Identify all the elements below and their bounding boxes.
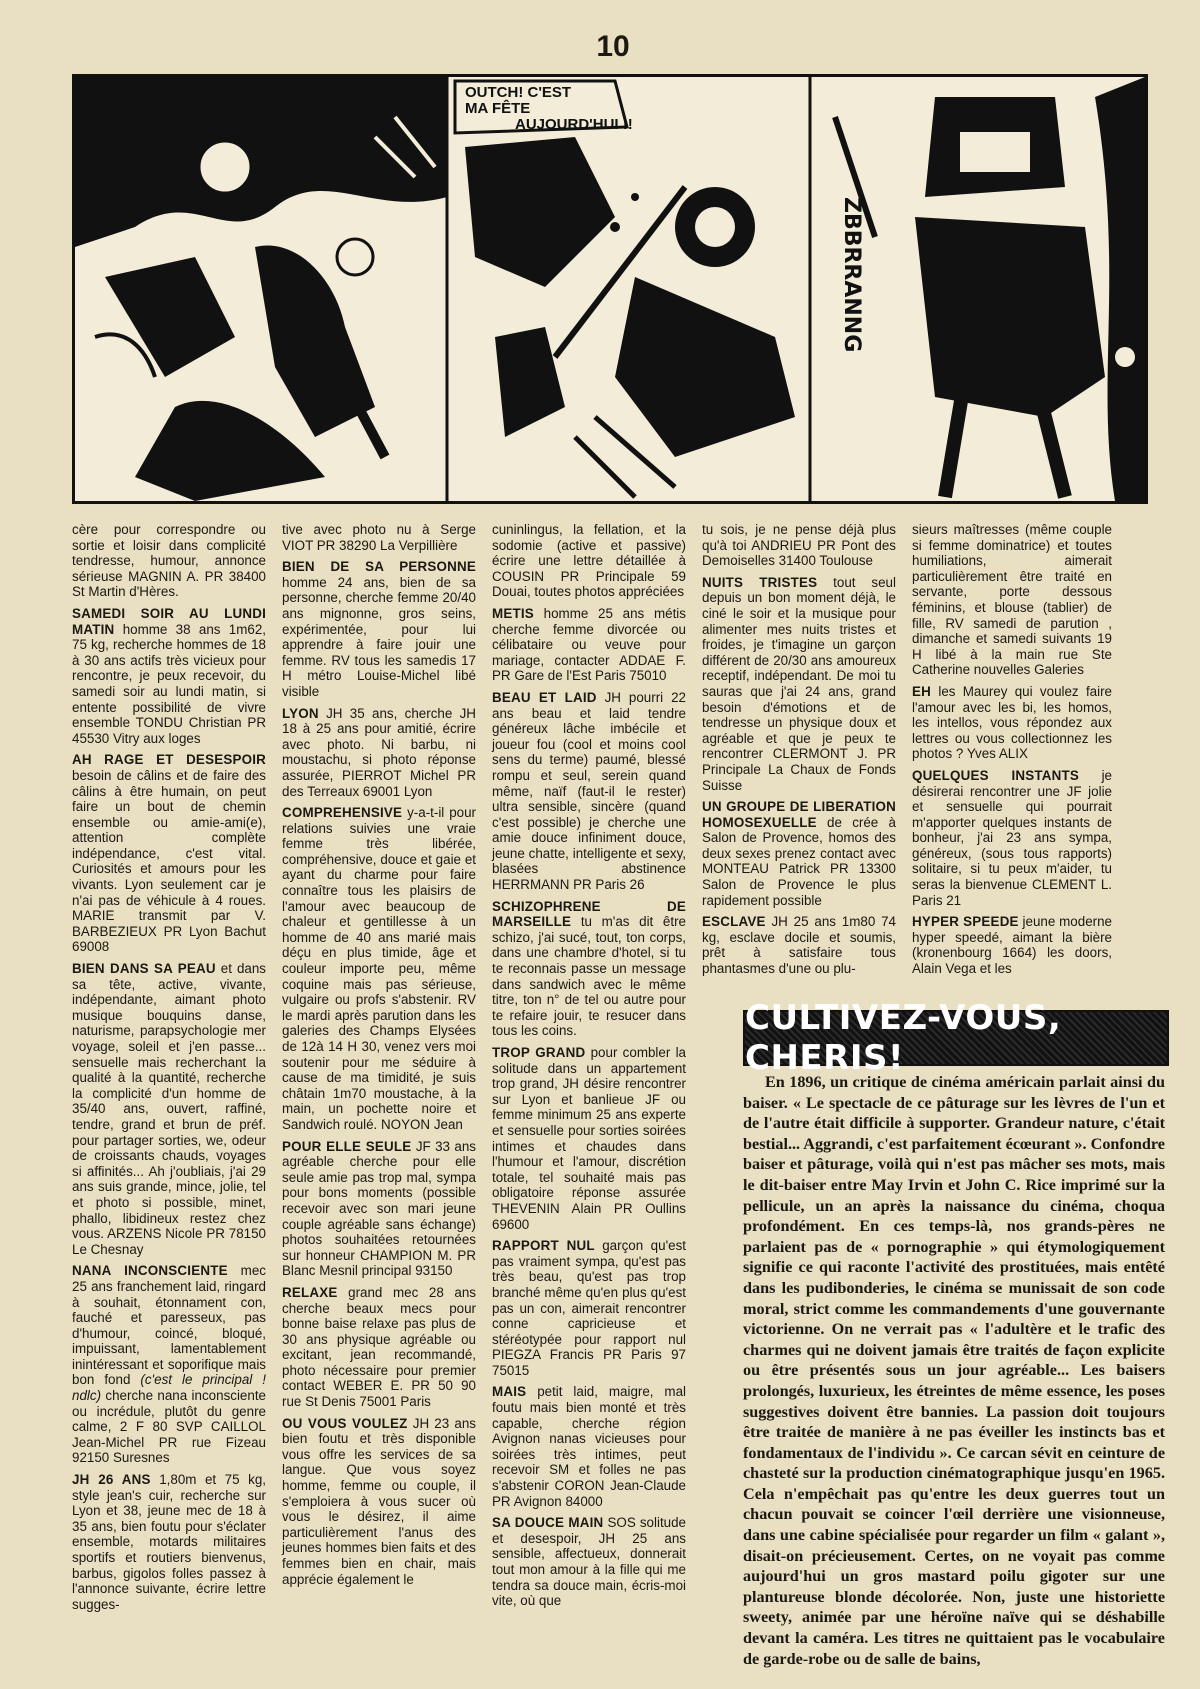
classified-heading: JH 26 ANS — [72, 1472, 151, 1488]
classified-text: cère pour correspondre ou sortie et loisir dans complicité tendresse, humour, annonce sérieuse MAGNIN A. PR 38400 St Martin d'Hères. — [72, 522, 266, 600]
classified-ad — [72, 522, 266, 600]
classified-text: cuninlingus, la fellation, et la sodomie (active et passive) écrire une lettre détaillée à COUSIN PR Principale 59 Douai, toutes photos appréciées — [492, 522, 686, 600]
classified-ad — [702, 799, 896, 908]
classified-column-3 — [492, 522, 686, 1615]
classified-text: mec 25 ans franchement laid, ringard à souhait, étonnament con, fauché et paresseux, pas d'humour, coincé, bloqué, impuissant, lamentablement inintéressant et soporifique mais bon fond — [72, 1263, 266, 1388]
classified-heading: EH — [912, 683, 932, 699]
editor-note: (c'est le principal ! ndlc) — [72, 1372, 266, 1404]
classified-heading: RELAXE — [282, 1284, 338, 1300]
classified-ad — [492, 1238, 686, 1378]
classified-ad — [72, 752, 266, 955]
classified-ad — [492, 1384, 686, 1509]
classified-text: JH 35 ans, cherche JH 18 à 25 ans pour amitié, écrire avec photo. Ni barbu, ni moustachu, si photo réponse assurée, PIERROT Michel PR des Terreaux 69001 Lyon — [282, 705, 476, 799]
classified-heading: HYPER SPEEDE — [912, 914, 1019, 930]
classified-ad — [282, 522, 476, 553]
classified-ad — [492, 1045, 686, 1232]
classified-heading: COMPREHENSIVE — [282, 805, 403, 821]
classified-text: tu sois, je ne pense déjà plus qu'à toi ANDRIEU PR Pont des Demoiselles 31400 Toulouse — [702, 522, 896, 569]
classified-text: 1,80m et 75 kg, style jean's cuir, recherche sur Lyon et 38, jeune mec de 18 à 35 ans, bien foutu pour s'éclater ensemble, motards militaires sportifs et routiers bienvenus, barbus, gigolos folles passez à l'annonce suivante, écrire lettre sugges- — [72, 1472, 266, 1612]
classified-text: les Maurey qui voulez faire l'amour avec les bi, les homos, les intellos, vous répondez aux lettres ou vous collectionnez les photos ? Yves ALIX — [912, 683, 1112, 762]
speech-line-3: AUJOURD'HUI !! — [515, 116, 633, 133]
classified-text: homme 25 ans métis cherche femme divorcée ou célibataire ou veuve pour mariage, contacter ADDAE F. PR Gare de l'Est Paris 75010 — [492, 605, 686, 684]
classified-ad — [912, 522, 1112, 678]
classified-text: tout seul depuis un bon moment déjà, le ciné le soir et la musique pour alimenter mes nuits tristes et froides, je t'imagine un garçon différent de 20/30 ans amoureux receptif, indépendant. De moi tu sauras que j'ai 24 ans, grand besoin d'émotions et de tendresse un physique doux et agréable et que je peux te rencontrer CLERMONT J. PR Principale La Chaux de Fonds Suisse — [702, 574, 896, 793]
comic-strip — [72, 74, 1148, 504]
speech-line-2: MA FÊTE — [465, 100, 531, 117]
classified-heading: POUR ELLE SEULE — [282, 1138, 412, 1154]
classified-ad — [282, 1139, 476, 1279]
classified-ad — [282, 805, 476, 1132]
classified-ad — [72, 606, 266, 746]
classified-heading: NANA INCONSCIENTE — [72, 1263, 228, 1279]
classified-ad — [702, 522, 896, 569]
classified-text: homme 38 ans 1m62, 75 kg, recherche hommes de 18 à 30 ans actifs très vicieux pour rencontre, je peux recevoir, du samedi soir au lundi matin, si entente possibilité de vivre ensemble TONDU Christian PR 45530 Vitry aux loges — [72, 621, 266, 746]
classified-ad — [492, 522, 686, 600]
classified-text-tail: cherche nana inconsciente ou incrédule, plutôt du genre calme, 2 F 80 SVP CAILLOL Jean-Michel PR rue Fizeau 92150 Suresnes — [72, 1388, 266, 1466]
classified-heading: UN GROUPE DE LIBERATION HOMOSEXUELLE — [702, 799, 896, 830]
classified-heading: MAIS — [492, 1384, 527, 1400]
classified-ad — [702, 575, 896, 793]
classified-text: et dans sa tête, active, vivante, indépendante, aimant photo musique bouquins danse, naturisme, parapsychologie mer voyage, soleil et j'en passe... sensuelle mais recherchant la qualité à la quantité, recherche la complicité d'un homme de 35/40 ans, ouvert, raffiné, tendre, grand et brun de préf. pour partager sorties, we, odeur de croissants chauds, voyages si affinités... Ah j'oubliais, j'ai 29 ans suis grande, mince, jolie, tel et photo si possible, minet, phallo, libidineux restez chez vous. ARZENS Nicole PR 78150 Le Chesnay — [72, 961, 266, 1257]
classified-ad — [492, 690, 686, 893]
classified-text: JF 33 ans agréable cherche pour elle seule amie pas trop mal, sympa pour bons moments (possible recevoir avec son mari jeune couple agréable sans échange) photos souhaitées retournées sur honneur CHAMPION M. PR Blanc Mesnil principal 93150 — [282, 1138, 476, 1279]
page-number: 10 — [596, 30, 630, 63]
feature-body: En 1896, un critique de cinéma américain parlait ainsi du baiser. « Le spectacle de ce pâturage sur les lèvres de l'un et de l'autre était difficile à supporter. Grandeur nature, c'était bestial... Aggrandi, c'est parfaitement écœurant ». Confondre baiser et pâturage, voilà qui n'est pas mâcher ses mots, mais le dit-baiser entre May Irvin et John C. Rice imprimé sur la pellicule, un an après la naissance du cinéma, choqua profondément. En ces temps-là, nos grands-pères ne parlaient pas de « pornographie » qui étymologiquement signifie ce qui raconte l'activité des prostituées, mais entêté dans les pudibonderies, le cinéma se munissait de son code moral, strict comme les commandements d'une gouvernante victorienne. On ne verrait pas « l'adultère et le trafic des charmes qui ne doivent jamais être traités de façon explicite ou être présentés sous un jour agréable... Les baisers prolongés, luxurieux, les étreintes de même essence, les poses suggestives doivent être bannies. La passion doit toujours être traitée de manière à ne pas éveiller les instincts bas et fondamentaux de l'individu ». Ce carcan sévit en ceinture de chasteté sur la production cinématographique jusqu'en 1965. Cela n'empêchait pas qu'entre les deux guerres tout un chacun pouvait se coincer l'œil derrière une visionneuse, dans une cabine spécialisée pour regarder un film « galant », disait-on précieusement. Certes, on ne voyait pas comme aujourd'hui un gros mastard poilu gigoter sur une plantureuse blonde décolorée. Non, juste une historiette sweety, animée par une héroïne naïve qui se déshabille devant la caméra. Les titres ne quittaient pas le vocabulaire de garde-robe ou de salle de bains, — [743, 1073, 1165, 1668]
classified-ad — [912, 914, 1112, 976]
classified-text: besoin de câlins et de faire des câlins à être humain, on peut faire un bout de chemin ensemble ou amie-ami(e), attention complète indépendance, c'est vital. Curiosités et amours pour les vivants. Lyon seulement car je n'ai pas de véhicule à 4 roues. MARIE transmit par V. BARBEZIEUX PR Lyon Bachut 69008 — [72, 767, 266, 955]
classified-ad — [72, 1263, 266, 1466]
classified-heading: QUELQUES INSTANTS — [912, 767, 1080, 783]
comic-panel-3 — [835, 77, 1145, 501]
classified-text: JH 23 ans bien foutu et très disponible vous offre les services de sa langue. Que vous soyez homme, femme ou couple, il s'emploiera à vous sucer où vous le désirez, il aime particulièrement l'anus des jeunes hommes bien faits et des femmes bien en chair, mais apprécie également le — [282, 1415, 476, 1587]
classified-heading: OU VOUS VOULEZ — [282, 1415, 408, 1431]
classified-ad — [72, 1472, 266, 1612]
classified-text: jeune moderne hyper speedé, aimant la bière (kronenbourg 1664) les doors, Alain Vega et les — [912, 914, 1112, 977]
classified-heading: TROP GRAND — [492, 1045, 586, 1060]
classified-ad — [492, 1515, 686, 1609]
classified-text: y-a-t-il pour relations suivies une vraie femme très libérée, compréhensive, douce et gaie et ayant du charme pour faire connaître tous les plaisirs de l'amour avec beaucoup de chaleur et gentillesse à un homme de 40 ans marié mais déçu en plus timide, âge et couleur importe peu, même coquine mais pas sérieuse, vulgaire ou profs s'abstenir. RV le mardi après parution dans les galeries des Champs Elysées de 12à 14 H 30, venez vers moi soutenir pour me séduire à cause de ma timidité, je suis châtain 1m70 moustache, à la main, un pochette noire et Sandwich roulé. NOYON Jean — [282, 805, 476, 1132]
classified-heading: BEAU ET LAID — [492, 689, 597, 705]
classified-column-2 — [282, 522, 476, 1593]
classified-text: je désirerai rencontrer une JF jolie et sensuelle qui pourrait m'apporter quelques instants de bonheur, j'ai 23 ans sympa, généreux, (sous tous rapports) solitaire, si tu peux m'aider, tu seras la bienvenue CLEMENT L. Paris 21 — [912, 767, 1112, 908]
classified-ad — [282, 559, 476, 699]
classified-heading: SA DOUCE MAIN — [492, 1515, 604, 1531]
classified-text: pour combler la solitude dans un appartement trop grand, JH désire rencontrer sur Lyon et banlieue JF ou femme minimum 25 ans experte et sensuelle pour sorties soirées intimes et chaudes dans l'humour et l'amour, discrétion totale, tel souhaité mais pas obligatoire réponse assurée THEVENIN Alain PR Oullins 69600 — [492, 1045, 686, 1232]
classified-heading: BIEN DE SA PERSONNE — [282, 559, 476, 575]
classified-text: petit laid, maigre, mal foutu mais bien monté et très capable, cherche région Avignon nanas vicieuses pour soirées très intimes, peut recevoir SM et folles ne pas s'abstenir CORON Jean-Claude PR Avignon 84000 — [492, 1384, 686, 1509]
classified-heading: RAPPORT NUL — [492, 1238, 595, 1254]
classified-text: sieurs maîtresses (même couple si femme dominatrice) et toutes humiliations, aimerait particulièrement être traité en servante, porte dessous féminins, et blouse (tablier) de fille, RV samedi de parution , dimanche et samedi suivants 19 H libé à la main rue Ste Catherine nouvelles Galeries — [912, 522, 1112, 678]
classified-ad — [492, 899, 686, 1039]
classified-text: garçon qu'est pas vraiment sympa, qu'est pas très beau, qu'est pas trop branché même qu'en plus qu'est pas un con, aimerait rencontrer conne capricieuse et stéréotypée pour rapport nul PIEGZA Francis PR Paris 97 75015 — [492, 1238, 686, 1378]
classified-text: de crée à Salon de Provence, homos des deux sexes prenez contact avec MONTEAU Patrick PR 13300 Salon de Provence le plus rapidement possible — [702, 814, 896, 908]
classified-text: JH 25 ans 1m80 74 kg, esclave docile et soumis, prêt à satisfaire tous phantasmes d'une ou plu- — [702, 914, 896, 977]
classified-heading: NUITS TRISTES — [702, 574, 818, 590]
classified-heading: AH RAGE ET DESESPOIR — [72, 752, 266, 768]
comic-panel-1 — [75, 77, 447, 501]
speech-line-1: OUTCH! C'EST — [465, 84, 572, 101]
sound-effect: ZBBRRANNG — [839, 197, 864, 353]
classified-text: grand mec 28 ans cherche beaux mecs pour bonne baise relaxe pas plus de 30 ans physique agréable ou excitant, jean recommandé, photo nécessaire pour premier contact WEBER E. PR 50 90 rue St Denis 75001 Paris — [282, 1284, 476, 1410]
classified-text: homme 24 ans, bien de sa personne, cherche femme 20/40 ans mignonne, gros seins, expérimentée, pour lui apprendre à faire jouir une femme. RV tous les samedis 17 H métro Louise-Michel libé visible — [282, 574, 476, 699]
classified-heading: LYON — [282, 705, 319, 721]
classified-heading: BIEN DANS SA PEAU — [72, 961, 216, 977]
feature-title: CULTIVEZ-VOUS, CHERIS! — [743, 1010, 1169, 1066]
classified-heading: SAMEDI SOIR AU LUNDI MATIN — [72, 605, 266, 637]
classified-column-1 — [72, 522, 266, 1618]
classified-heading: ESCLAVE — [702, 914, 766, 930]
classified-ad — [702, 914, 896, 976]
comic-panel-2 — [455, 81, 795, 497]
classified-ad — [492, 606, 686, 684]
classified-ad — [282, 1416, 476, 1588]
classified-ad — [72, 961, 266, 1257]
classified-ad — [282, 1285, 476, 1410]
classified-ad — [282, 706, 476, 800]
classified-heading: SCHIZOPHRENE DE MARSEILLE — [492, 898, 686, 930]
classified-text: tive avec photo nu à Serge VIOT PR 38290 La Verpillière — [282, 522, 476, 553]
classified-ad — [912, 684, 1112, 762]
classified-column-5 — [912, 522, 1112, 983]
classified-ad — [912, 768, 1112, 908]
classified-text: tu m'as dit être schizo, j'ai sucé, tout, ton corps, dans une chambre d'hotel, si tu te reconnais passe un message dans sandwich avec le même titre, ton n° de tel ou autre pour te refaire jouir, te resucer dans tous les coins. — [492, 914, 686, 1039]
classified-text: SOS solitude et desespoir, JH 25 ans sensible, affectueux, donnerait tout mon amour à la fille qui me tendra sa douce main, écris-moi vite, où que — [492, 1515, 687, 1609]
classified-text: JH pourri 22 ans beau et laid tendre généreux lâche imbécile et joueur fou (cool et moins cool sens du terme) paumé, blessé rompu et seul, serein quand même, naïf (faut-il le rester) ultra sensible, sincère (quand c'est possible) je cherche une amie douce infiniment douce, jeune chatte, intelligente et sexy, blasées abstinence HERRMANN PR Paris 26 — [492, 689, 687, 893]
classified-column-4 — [702, 522, 896, 983]
feature-article — [743, 1072, 1165, 1669]
classified-heading: METIS — [492, 605, 534, 621]
